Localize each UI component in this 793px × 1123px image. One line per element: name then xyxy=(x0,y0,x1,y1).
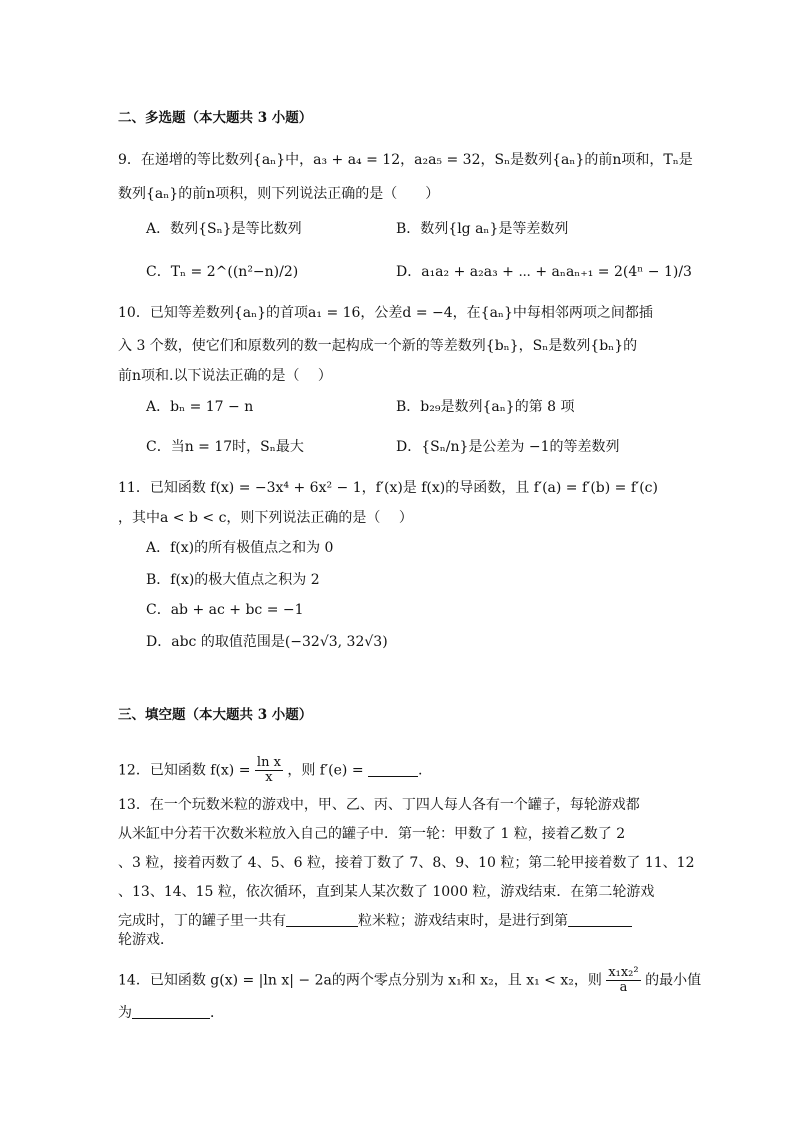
q13-text-a: 完成时，丁的罐子里一共有 xyxy=(118,913,286,929)
q9-text-2: 数列{aₙ}的前n项积，则下列说法正确的是（ ） xyxy=(118,186,440,202)
question-13-line-6: 轮游戏． xyxy=(118,932,174,948)
q14-text-post: 的最小值 xyxy=(645,972,702,989)
question-14-line-1 xyxy=(118,966,701,995)
q14-text-2: 为 xyxy=(118,1005,132,1021)
question-10-line-3: 前n项和.以下说法正确的是（ ） xyxy=(118,368,332,384)
q11-option-c: C．ab + ac + bc = −1 xyxy=(146,602,304,618)
question-10-line-2: 入 3 个数，使它们和原数列的数一起构成一个新的等差数列{bₙ}，Sₙ是数列{bₙ}的 xyxy=(118,338,638,354)
question-13-line-1: 13．在一个玩数米粒的游戏中，甲、乙、丙、丁四人每人各有一个罐子，每轮游戏都 xyxy=(118,797,640,813)
q14-frac-num: x₁x₂² xyxy=(608,965,639,980)
q14-answer-blank[interactable] xyxy=(132,1004,210,1019)
q10-option-a: A．bₙ = 17 − n xyxy=(146,399,254,415)
section-heading-multiple-choice: 二、多选题（本大题共 3 小题） xyxy=(118,110,313,126)
q14-end: ． xyxy=(210,1005,224,1021)
q9-text-1: 9．在递增的等比数列{aₙ}中，a₃ + a₄ = 12，a₂a₅ = 32，Sₙ是数列{aₙ}的前n项和，Tₙ是 xyxy=(118,152,693,168)
question-10-line-1: 10．已知等差数列{aₙ}的首项a₁ = 16，公差d = −4，在{aₙ}中每相邻两项之间都插 xyxy=(118,305,653,321)
q9-option-d-text: D．a₁a₂ + a₂a₃ + ⋯ + aₙaₙ₊₁ = 2(4ⁿ − 1)/3 xyxy=(396,264,692,280)
q13-answer-blank-2[interactable] xyxy=(568,912,632,927)
q12-end: . xyxy=(418,762,423,779)
q14-frac-den: a xyxy=(619,980,628,995)
q12-frac-den: x xyxy=(265,770,273,785)
q10-option-d: D．{Sₙ/n}是公差为 −1的等差数列 xyxy=(396,439,620,455)
q13-text-b: 粒米粒；游戏结束时，是进行到第 xyxy=(358,913,568,929)
q10-option-c: C．当n = 17时，Sₙ最大 xyxy=(146,439,304,455)
question-14-line-2 xyxy=(118,1003,224,1023)
q14-fraction xyxy=(606,966,640,995)
q12-text-pre: 12．已知函数 f(x) = xyxy=(118,762,251,779)
question-13-line-5 xyxy=(118,911,632,931)
question-9-line-1 xyxy=(118,150,693,170)
q14-text-pre: 14．已知函数 g(x) = |ln x| − 2a的两个零点分别为 x₁和 x₂，且 x₁ < x₂，则 xyxy=(118,972,602,989)
q12-fraction xyxy=(255,756,283,785)
question-13-line-4: 、13、14、15 粒，依次循环，直到某人某次数了 1000 粒，游戏结束．在第二轮游戏 xyxy=(118,884,655,900)
q11-option-a: A．f(x)的所有极值点之和为 0 xyxy=(146,540,334,556)
question-13-line-3: 、3 粒，接着丙数了 4、5、6 粒，接着丁数了 7、8、9、10 粒；第二轮甲接着数了 11、12 xyxy=(118,855,695,871)
question-9-line-2 xyxy=(118,184,439,204)
q9-option-b: B．数列{lg aₙ}是等差数列 xyxy=(396,221,569,237)
question-13-line-2: 从米缸中分若干次数米粒放入自己的罐子中．第一轮：甲数了 1 粒，接着乙数了 2 xyxy=(118,826,626,842)
question-12 xyxy=(118,756,422,785)
q12-text-post: ，则 f′(e) = xyxy=(287,762,369,779)
q11-option-d: D．abc 的取值范围是(−32√3, 32√3) xyxy=(146,634,388,650)
section-heading-fill-in: 三、填空题（本大题共 3 小题） xyxy=(118,707,313,723)
q9-option-d xyxy=(396,262,692,282)
q10-option-b: B．b₂₉是数列{aₙ}的第 8 项 xyxy=(396,399,575,415)
q13-answer-blank-1[interactable] xyxy=(286,912,358,927)
q9-option-c: C．Tₙ = 2^((n²−n)/2) xyxy=(146,264,299,280)
q12-answer-blank[interactable] xyxy=(368,762,418,777)
q9-option-a: A．数列{Sₙ}是等比数列 xyxy=(146,221,302,237)
question-11-line-1: 11．已知函数 f(x) = −3x⁴ + 6x² − 1，f′(x)是 f(x)的导函数，且 f′(a) = f′(b) = f′(c) xyxy=(118,480,658,496)
q11-option-b: B．f(x)的极大值点之积为 2 xyxy=(146,572,320,588)
question-11-line-2: ，其中a < b < c，则下列说法正确的是（ ） xyxy=(118,510,413,526)
q12-frac-num: ln x xyxy=(256,755,281,770)
